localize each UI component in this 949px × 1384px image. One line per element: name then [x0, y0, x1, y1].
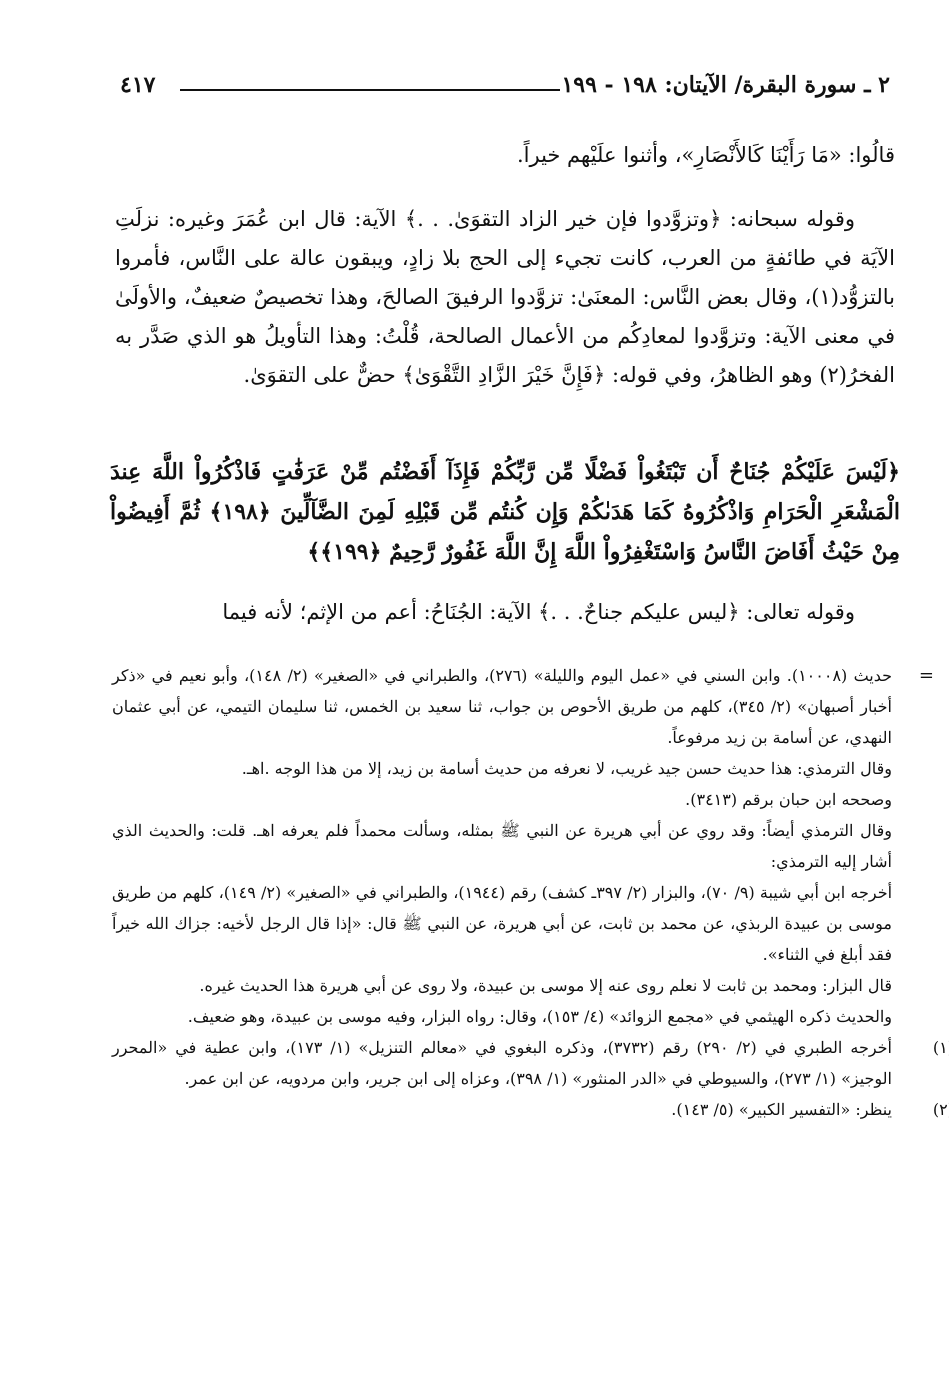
footnote-text: أخرجه الطبري في (٢/ ٢٩٠) رقم (٣٧٣٢)، وذكره البغوي في «معالم التنزيل» (١/ ١٧٣)، وابن عطية في «المحرر الوجيز» (١/ ٢٧٣)، والسيوطي في «الدر المنثور» (١/ ٣٩٨)، وعزاه إلى ابن جرير، وابن مردويه، عن ابن عمر.: [112, 1038, 893, 1088]
footnote-paragraph: وقال الترمذي: هذا حديث حسن جيد غريب، لا نعرفه من حديث أسامة بن زيد، إلا من هذا الوجه .اهـ.: [241, 759, 892, 778]
footnote-paragraph: وقال الترمذي أيضاً: وقد روي عن أبي هريرة عن النبي ﷺ بمثله، وسألت محمداً فلم يعرفه اهـ. قلت: والحديث الذي أشار إليه الترمذي:: [112, 821, 892, 871]
paragraph-junah: وقوله تعالى: ﴿ليس عليكم جناحٌ. . .﴾ الآية: الجُنَاحُ: أعم من الإثم؛ لأنه فيما: [222, 600, 855, 624]
footnotes: [112, 660, 948, 1125]
paragraph-ansar: قالُوا: «مَا رَأَيْنَا كَالأَنْصَارِ»، وأثنوا علَيْهم خيراً.: [516, 143, 895, 167]
footnote-paragraph: حديث (١٠٠٠٨). وابن السني في «عمل اليوم والليلة» (٢٧٦)، والطبراني في «الصغير» (٢/ ١٤٨)، وأبو نعيم في «ذكر أخبار أصبهان» (٢/ ٣٤٥)، كلهم من طريق الأحوص بن جواب، ثنا سعيد بن الخمس، ثنا سليمان التيمي، عن أبي عثمان النهدي، عن أسامة بن زيد مرفوعاً.: [112, 666, 893, 747]
running-header: [120, 72, 890, 108]
paragraph-tazawwudu: وقوله سبحانه: ﴿وتزوَّدوا فإن خير الزاد التقوَىٰ. . .﴾ الآية: قال ابن عُمَرَ وغيره: نزلَتِ الآيَة في طائفةٍ من العرب، كانت تجيء إلى الحج بلا زادٍ، ويبقون عالة على النَّاس، فأمروا بالتزوُّد(١)، وقال بعض النَّاس: المعنَىٰ: تزوَّدوا الرفيقَ الصالحَ، وهذا تخصيصٌ ضعيفٌ، والأولَىٰ في معنى الآية: وتزوَّدوا لمعادِكُم من الأعمال الصالحة، قُلْتُ: وهذا التأويلُ هو الذي صَدَّر به الفخرُ(٢) وهو الظاهرُ، وفي قوله: ﴿فَإِنَّ خَيْرَ الزَّادِ التَّقْوَىٰ﴾ حضٌّ على التقوَىٰ.: [115, 207, 895, 387]
footnote-paragraph: والحديث ذكره الهيثمي في «مجمع الزوائد» (٤/ ١٥٣)، وقال: رواه البزار، وفيه موسى بن عبيدة، وهو ضعيف.: [187, 1007, 892, 1026]
continuation-marker: =: [918, 665, 934, 686]
footnote-paragraph: أخرجه ابن أبي شيبة (٩/ ٧٠)، والبزار (٢/ ٣٩٧ـ كشف) رقم (١٩٤٤)، والطبراني في «الصغير» (٢/ ١٤٩)، كلهم من طريق موسى بن عبيدة الربذي، عن محمد بن ثابت، عن أبي هريرة، عن النبي ﷺ قال: «إذا قال الرجل لأخيه: جزاك الله خيراً فقد أبلغ في الثناء».: [112, 883, 893, 964]
footnote-2: [112, 1094, 948, 1125]
footnote-number: ٢): [932, 1100, 948, 1119]
header-rule: [180, 89, 560, 91]
footnote-number: ١): [932, 1038, 948, 1057]
footnote-1: [112, 1032, 948, 1094]
header-title: ٢ ـ سورة البقرة/ الآيتان: ١٩٨ - ١٩٩: [561, 72, 890, 98]
page-number: ٤١٧: [120, 72, 156, 98]
footnote-continuation: [112, 660, 934, 1032]
footnote-paragraph: قال البزار: ومحمد بن ثابت لا نعلم روى عنه إلا موسى بن عبيدة، ولا روى عن أبي هريرة هذا الحديث غيره.: [199, 976, 892, 995]
footnote-text: ينظر: «التفسير الكبير» (٥/ ١٤٣).: [671, 1100, 892, 1119]
quran-verse-198-199: ﴿لَيْسَ عَلَيْكُمْ جُنَاحٌ أَن تَبْتَغُواْ فَضْلًا مِّن رَّبِّكُمْ فَإِذَآ أَفَضْتُم مِّنْ عَرَفَٰتٍ فَاذْكُرُواْ اللَّهَ عِندَ الْمَشْعَرِ الْحَرَامِ وَاذْكُرُوهُ كَمَا هَدَىٰكُمْ وَإِن كُنتُم مِّن قَبْلِهِ لَمِنَ الضَّآلِّينَ ﴿١٩٨﴾ ثُمَّ أَفِيضُواْ مِنْ حَيْثُ أَفَاضَ النَّاسُ وَاسْتَغْفِرُواْ اللَّهَ إِنَّ اللَّهَ غَفُورٌ رَّحِيمٌ ﴿١٩٩﴾﴾: [110, 459, 900, 565]
footnote-paragraph: وصححه ابن حبان برقم (٣٤١٣).: [685, 790, 892, 809]
